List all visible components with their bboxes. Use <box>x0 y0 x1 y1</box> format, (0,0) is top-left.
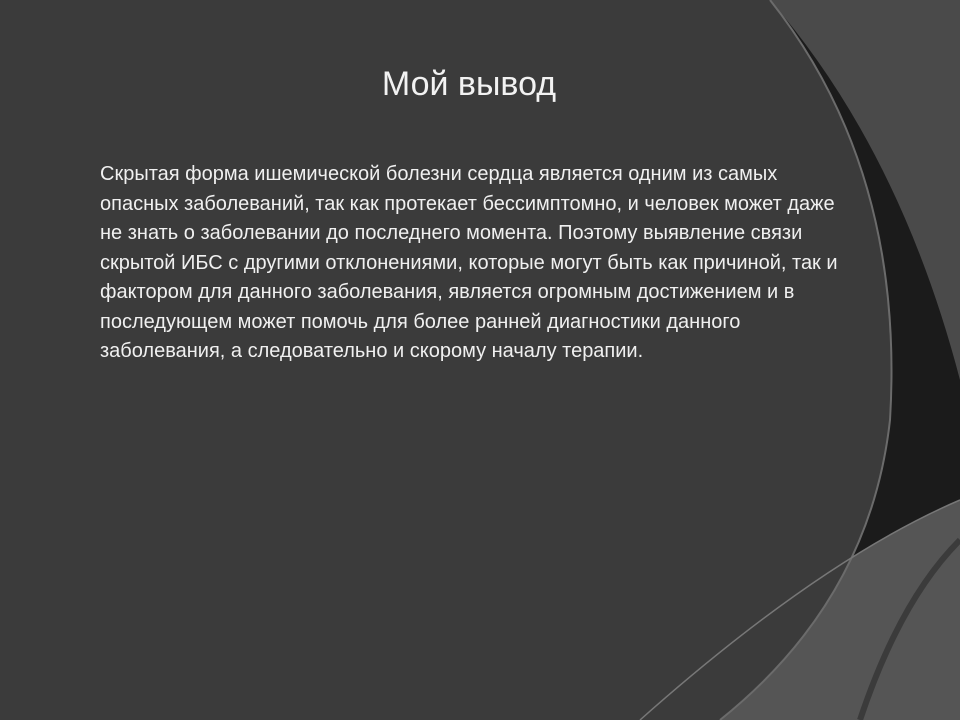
slide-body-text: Скрытая форма ишемической болезни сердца является одним из самых опасных заболеваний, так как протекает бессимптомно, и человек может даже не знать о заболевании до последнего момента. Поэтому выявление связи скрытой ИБС с другими отклонениями, которые могут быть как причиной, так и фактором для данного заболевания, является огромным достижением и в последующем может помочь для более ранней диагностики данного заболевания, а следовательно и скорому началу терапии. <box>100 163 838 362</box>
slide-title: Мой вывод <box>381 65 557 103</box>
